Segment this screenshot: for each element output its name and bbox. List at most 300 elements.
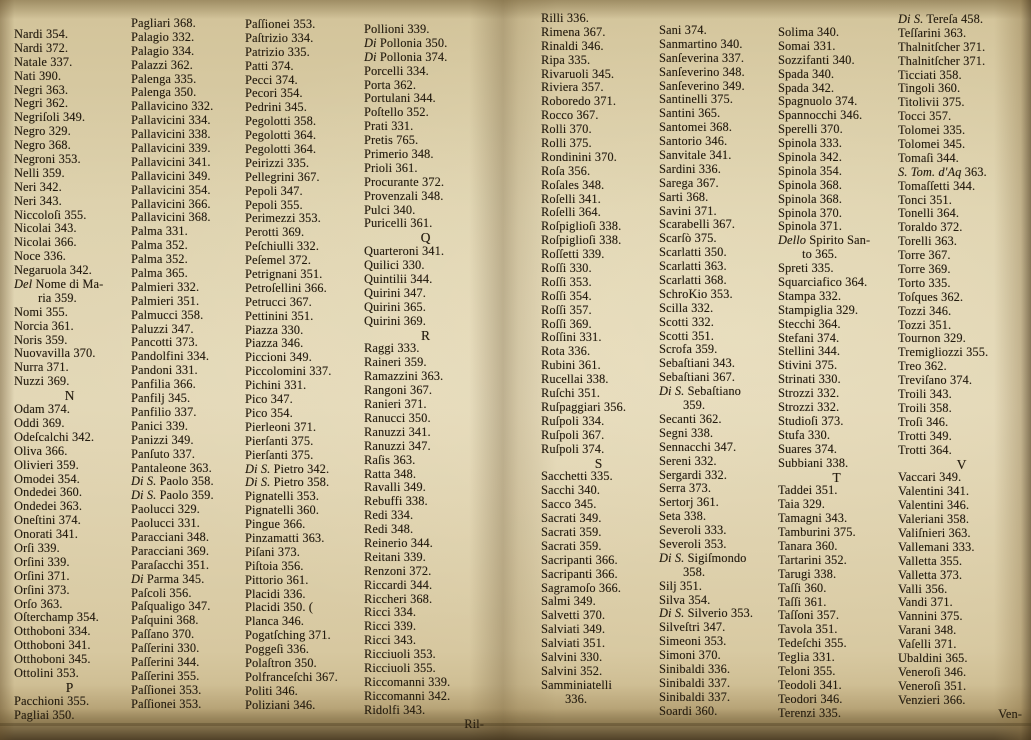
index-entry: Torto 335. [898, 275, 951, 290]
index-entry: Sacrati 359. [541, 524, 602, 539]
index-entry: Soardi 360. [659, 703, 718, 718]
index-entry: Orſo 363. [14, 596, 63, 611]
index-entry: Neri 342. [14, 179, 62, 194]
index-entry: Placidi 350. ( [245, 600, 314, 615]
index-entry: Perimezzi 353. [245, 211, 321, 226]
index-entry: Ranuzzi 347. [364, 438, 431, 453]
index-entry: Otthoboni 334. [14, 624, 91, 639]
index-entry: Veneroſi 351. [898, 678, 967, 693]
index-entry: Procurante 372. [364, 174, 445, 189]
index-entry: Rinaldi 346. [541, 38, 604, 53]
index-entry: Negroni 353. [14, 152, 81, 167]
index-entry: Sebaſtiani 343. [659, 356, 736, 371]
index-entry: Panfilia 366. [131, 377, 196, 392]
index-entry: Somai 331. [778, 38, 836, 53]
index-entry: Tamagni 343. [778, 511, 848, 526]
index-entry: Valli 356. [898, 581, 948, 596]
index-entry: Simeoni 353. [659, 634, 727, 649]
index-entry: Salmi 349. [541, 594, 596, 609]
index-entry: Terenzi 335. [778, 705, 842, 720]
index-entry: Santorio 346. [659, 134, 728, 149]
index-entry: Sanvitale 341. [659, 148, 732, 163]
index-entry: Riccheri 368. [364, 591, 433, 606]
index-entry: Paracciani 369. [131, 543, 210, 558]
index-entry: Quintilii 344. [364, 272, 433, 287]
index-entry: Ripa 335. [541, 52, 591, 67]
index-entry: Stellini 344. [778, 344, 841, 359]
index-column-3 [245, 18, 363, 713]
index-entry: Scarlatti 363. [659, 259, 727, 274]
index-entry: Pegolotti 358. [245, 114, 317, 129]
index-entry: Rocco 367. [541, 108, 599, 123]
index-entry: Rolli 370. [541, 122, 592, 137]
index-entry: Scarabelli 367. [659, 217, 736, 232]
index-entry: Silva 354. [659, 592, 711, 607]
index-entry: Orſini 373. [14, 582, 70, 597]
index-entry: Palenga 335. [131, 71, 197, 86]
index-entry: Torre 369. [898, 262, 951, 277]
index-entry: Treo 362. [898, 359, 947, 374]
index-entry: Sardini 336. [659, 161, 721, 176]
index-entry: Patti 374. [245, 58, 294, 73]
index-entry: Otthoboni 341. [14, 638, 91, 653]
catchword: Ven- [998, 706, 1022, 721]
index-entry: Pegolotti 364. [245, 142, 317, 157]
index-entry: Pettinini 351. [245, 308, 314, 323]
index-entry: Spada 342. [778, 80, 835, 95]
index-entry: Nomi 355. [14, 304, 68, 319]
index-entry: Di S. Pietro 358. [245, 475, 330, 490]
index-entry: Di Pollonia 350. [364, 35, 448, 50]
index-entry: Tocci 357. [898, 109, 952, 124]
index-entry: Tartarini 352. [778, 552, 847, 567]
index-entry: Troili 358. [898, 400, 952, 415]
index-entry: Serra 373. [659, 481, 712, 496]
index-entry: Perotti 369. [245, 225, 305, 240]
index-entry: Nurra 371. [14, 360, 69, 375]
index-entry: Roboredo 371. [541, 94, 617, 109]
index-entry: Ricci 343. [364, 633, 417, 648]
index-entry: Sereni 332. [659, 453, 717, 468]
index-entry: Otthoboni 345. [14, 652, 91, 667]
index-entry: Pollioni 339. [364, 22, 430, 36]
index-entry: Sacco 345. [541, 497, 597, 512]
index-entry: Teglia 331. [778, 650, 835, 665]
index-entry: Sacrati 349. [541, 511, 602, 526]
index-entry: Sinibaldi 337. [659, 675, 731, 690]
index-entry: Tonci 351. [898, 192, 952, 207]
section-letter: Q [420, 230, 432, 246]
index-entry: Sperelli 370. [778, 122, 843, 137]
index-column-8 [898, 13, 1026, 721]
index-entry: Nardi 354. [14, 27, 69, 41]
index-entry: Teſſarini 363. [898, 25, 967, 40]
index-entry: Silveſtri 347. [659, 620, 726, 635]
index-entry: SchroKio 353. [659, 286, 733, 301]
index-entry: Teodori 346. [778, 691, 843, 706]
index-entry: Roſa 356. [541, 163, 591, 178]
index-entry: Seta 338. [659, 509, 707, 524]
index-entry: Oliva 366. [14, 443, 68, 458]
index-entry: Pichini 331. [245, 378, 307, 393]
index-entry: Piccolomini 337. [245, 364, 332, 379]
index-entry: Rolli 375. [541, 136, 592, 151]
index-entry: Ruſpaggiari 356. [541, 399, 627, 414]
index-entry: Portulani 344. [364, 91, 436, 106]
index-entry: Negri 363. [14, 82, 69, 97]
index-entry: Pallavicini 354. [131, 182, 211, 197]
index-entry: Ruſpoli 367. [541, 427, 605, 442]
index-entry: Salvini 352. [541, 663, 603, 678]
index-entry: Ruſpoli 334. [541, 413, 605, 428]
index-entry: Sacchi 340. [541, 483, 601, 498]
index-entry: Scilla 332. [659, 300, 714, 315]
index-entry: Oſterchamp 354. [14, 610, 99, 625]
index-entry: Sacripanti 366. [541, 566, 618, 581]
index-column-5 [541, 12, 657, 707]
index-entry: Odeſcalchi 342. [14, 429, 95, 444]
index-entry-continuation: 358. [683, 564, 706, 579]
index-entry: Riccomanni 342. [364, 688, 451, 703]
index-entry: Secanti 362. [659, 411, 722, 426]
index-entry: Severoli 333. [659, 523, 727, 538]
index-entry: Vandi 371. [898, 595, 953, 610]
index-entry: Sanſeverina 337. [659, 50, 745, 65]
index-entry: Quirini 365. [364, 299, 426, 314]
index-entry: Del Nome di Ma- [14, 277, 104, 292]
index-entry: Roſſini 331. [541, 330, 602, 345]
index-entry: Strinati 330. [778, 372, 841, 387]
index-entry: Savini 371. [659, 203, 717, 218]
index-entry: Roſſi 353. [541, 274, 592, 289]
index-entry: Rucellai 338. [541, 372, 609, 387]
index-entry: Paraſacchi 351. [131, 557, 210, 572]
index-entry: Samminiatelli [541, 677, 612, 692]
index-column-6 [659, 24, 777, 719]
index-entry: Severoli 353. [659, 536, 727, 551]
index-entry: Tonelli 364. [898, 206, 960, 221]
index-entry: Pogatſching 371. [245, 628, 331, 643]
index-entry: Taſſi 360. [778, 580, 827, 595]
index-entry: Stecchi 364. [778, 316, 841, 331]
index-entry: Scarlatti 368. [659, 273, 727, 288]
index-entry: Pretis 765. [364, 133, 419, 148]
index-entry: Roſſetti 339. [541, 247, 605, 262]
index-entry: Porta 362. [364, 77, 417, 92]
index-entry: Roſſi 354. [541, 288, 592, 303]
index-entry: Paſqualigo 347. [131, 599, 211, 614]
index-entry: Polfranceſchi 367. [245, 669, 338, 684]
index-entry: Paſquini 368. [131, 613, 199, 628]
index-entry: Sacchetti 335. [541, 469, 613, 484]
index-entry: Spreti 335. [778, 261, 834, 276]
index-entry-continuation: to 365. [802, 247, 838, 262]
index-entry: Spinola 371. [778, 219, 842, 234]
index-entry: Ondedei 363. [14, 499, 83, 514]
index-entry: Ricciuoli 355. [364, 660, 436, 675]
index-entry: Palma 365. [131, 266, 188, 281]
index-entry: Pallavicini 334. [131, 113, 211, 128]
index-column-7 [778, 26, 896, 721]
index-entry: Pignatelli 353. [245, 489, 319, 504]
index-entry: Ticciati 358. [898, 67, 962, 82]
index-entry: Pancotti 373. [131, 335, 198, 350]
index-entry: Vallemani 333. [898, 539, 975, 554]
index-entry: Scotti 332. [659, 314, 714, 329]
index-entry: Petroſellini 366. [245, 280, 327, 295]
index-entry: Spinola 333. [778, 136, 842, 151]
index-entry: Pallavicini 349. [131, 168, 211, 183]
index-entry: Sarega 367. [659, 175, 719, 190]
index-entry: Ottolini 353. [14, 665, 79, 680]
index-entry: Spinola 368. [778, 191, 842, 206]
index-entry: Poſtello 352. [364, 105, 429, 120]
index-entry: Pagliari 368. [131, 16, 196, 30]
index-entry: Salvini 330. [541, 649, 603, 664]
index-entry: Pegolotti 364. [245, 128, 317, 143]
index-entry: Pulci 340. [364, 202, 416, 217]
index-entry: Tavola 351. [778, 622, 838, 637]
index-entry: Pingue 366. [245, 517, 306, 532]
index-entry: Di S. Sigiſmondo [659, 550, 747, 565]
index-entry: Pandoni 331. [131, 363, 198, 378]
index-entry: Palmieri 332. [131, 279, 200, 294]
index-entry: Silj 351. [659, 578, 703, 593]
index-entry: Toraldo 372. [898, 220, 963, 235]
index-entry: Solima 340. [778, 25, 840, 39]
index-entry: Nuzzi 369. [14, 374, 70, 389]
index-entry: Paſcoli 356. [131, 585, 192, 600]
index-entry: Pallavicini 341. [131, 154, 211, 169]
index-entry: Odam 374. [14, 402, 70, 417]
index-entry: Rilli 336. [541, 11, 589, 25]
section-letter: S [594, 455, 604, 471]
index-entry: Primerio 348. [364, 147, 434, 162]
index-entry: Pinzamatti 363. [245, 530, 325, 545]
index-entry: Roſales 348. [541, 177, 605, 192]
index-entry: Ranuzzi 341. [364, 424, 431, 439]
index-entry: Sagramoſo 366. [541, 580, 621, 595]
index-entry: Redi 334. [364, 508, 414, 523]
index-entry: Treviſano 374. [898, 373, 973, 388]
index-entry: Pepoli 347. [245, 183, 303, 198]
index-entry: Pallavicini 339. [131, 141, 211, 156]
index-entry: Sennacchi 347. [659, 439, 737, 454]
index-entry: Taſſi 361. [778, 594, 827, 609]
index-entry: Ravalli 349. [364, 480, 426, 495]
index-entry: Paſſerini 330. [131, 641, 200, 656]
index-entry: Ramazzini 363. [364, 369, 444, 384]
index-entry: Rangoni 367. [364, 383, 433, 398]
section-letter: T [832, 469, 842, 485]
section-letter: P [65, 679, 75, 695]
index-entry: Paracciani 348. [131, 529, 210, 544]
index-entry: Salviati 351. [541, 636, 606, 651]
index-entry: Suares 374. [778, 441, 838, 456]
index-entry: Troſi 346. [898, 414, 949, 429]
index-entry: Piſtoia 356. [245, 558, 304, 573]
index-entry: Strozzi 332. [778, 400, 840, 415]
index-column-4 [364, 23, 488, 731]
index-entry: Trotti 364. [898, 442, 952, 457]
index-entry: Salviati 349. [541, 622, 606, 637]
index-entry: Tozzi 351. [898, 317, 952, 332]
index-entry: Pecci 374. [245, 72, 298, 87]
index-entry: Spinola 342. [778, 150, 842, 165]
index-entry: Rubini 361. [541, 358, 601, 373]
index-entry: Tolomei 335. [898, 123, 966, 138]
index-entry: Palenga 350. [131, 85, 197, 100]
index-entry: Roſelli 364. [541, 205, 601, 220]
index-column-1 [14, 28, 126, 723]
index-entry: Di S. Sebaſtiano [659, 384, 741, 399]
index-entry: Santomei 368. [659, 120, 732, 135]
index-entry: Palma 352. [131, 252, 188, 267]
index-entry: Ricci 339. [364, 619, 417, 634]
index-entry: Di S. Paolo 359. [131, 488, 214, 503]
index-entry: Di S. Tereſa 458. [898, 12, 984, 26]
index-entry: Tarugi 338. [778, 566, 837, 581]
index-entry: Sertorj 361. [659, 495, 719, 510]
index-entry: Negriſoli 349. [14, 110, 86, 125]
section-letter: V [956, 456, 968, 472]
index-entry: Natale 337. [14, 54, 73, 69]
index-entry: Sarti 368. [659, 189, 709, 204]
index-entry: Scotti 351. [659, 328, 714, 343]
index-entry: Planca 346. [245, 614, 305, 629]
index-entry: Venzieri 366. [898, 692, 966, 707]
index-entry: Palmieri 351. [131, 293, 200, 308]
index-entry: Santini 365. [659, 106, 721, 121]
index-entry: Roſpiglioſi 338. [541, 219, 622, 234]
index-entry: Ranieri 371. [364, 397, 427, 412]
index-entry: Ratta 348. [364, 466, 417, 481]
index-entry: Roſelli 341. [541, 191, 601, 206]
index-entry: Valletta 355. [898, 553, 963, 568]
index-entry: Pedrini 345. [245, 100, 307, 115]
index-entry: Pepoli 355. [245, 197, 303, 212]
index-entry: Sanſeverino 348. [659, 64, 745, 79]
index-entry: Piſani 373. [245, 544, 300, 559]
index-entry: Placidi 336. [245, 586, 306, 601]
index-entry: Rimena 367. [541, 24, 606, 39]
index-entry: Noce 336. [14, 249, 66, 264]
index-entry: Raggi 333. [364, 341, 420, 356]
index-entry: Pico 347. [245, 392, 293, 407]
index-entry: Politi 346. [245, 683, 298, 698]
index-entry: Spinola 370. [778, 205, 842, 220]
index-entry: Tozzi 346. [898, 303, 952, 318]
index-entry: Rebuffi 338. [364, 494, 428, 509]
index-entry: Pittorio 361. [245, 572, 309, 587]
index-entry: Nicolai 366. [14, 235, 77, 250]
index-entry: Peſemel 372. [245, 253, 312, 268]
index-entry: Nicolai 343. [14, 221, 77, 236]
index-entry: Ubaldini 365. [898, 650, 968, 665]
index-entry: Segni 338. [659, 425, 714, 440]
index-entry: Di Pollonia 374. [364, 49, 448, 64]
index-entry: Pallavicini 338. [131, 127, 211, 142]
index-entry: Spannocchi 346. [778, 108, 863, 123]
index-entry: Scarſò 375. [659, 231, 717, 246]
index-entry: Taia 329. [778, 497, 825, 512]
index-entry: Vannini 375. [898, 609, 963, 624]
index-entry: Neri 343. [14, 193, 62, 208]
index-entry: Ridolfi 343. [364, 702, 426, 717]
index-entry: Squarciafico 364. [778, 275, 868, 290]
index-entry: Paſſerini 344. [131, 654, 200, 669]
index-column-2 [131, 17, 243, 712]
index-entry: Onorati 341. [14, 527, 78, 542]
index-entry: Negri 362. [14, 96, 69, 111]
index-entry: Puricelli 361. [364, 216, 433, 231]
index-entry: Troili 343. [898, 387, 952, 402]
index-entry: Paſſionei 353. [245, 17, 316, 31]
index-entry: Tanara 360. [778, 538, 838, 553]
index-entry: Sebaſtiani 367. [659, 370, 736, 385]
index-entry: Varani 348. [898, 623, 957, 638]
index-entry: Pierſanti 375. [245, 433, 314, 448]
index-entry: Valentini 346. [898, 498, 970, 513]
index-entry: Raineri 359. [364, 355, 427, 370]
index-entry: Pecori 354. [245, 86, 303, 101]
index-entry: Stufa 330. [778, 427, 831, 442]
index-entry: Quilici 330. [364, 258, 425, 273]
index-entry: Rivaruoli 345. [541, 66, 615, 81]
index-entry: Nuovavilla 370. [14, 346, 96, 361]
index-entry: Scarlatti 350. [659, 245, 727, 260]
index-entry: Reinerio 344. [364, 535, 433, 550]
index-entry: Norcia 361. [14, 318, 74, 333]
section-letter: N [64, 388, 76, 404]
index-entry: Sanmartino 340. [659, 36, 743, 51]
index-entry: Petrucci 367. [245, 294, 312, 309]
index-entry: Nardi 372. [14, 40, 69, 55]
index-entry: Niccoloſi 355. [14, 207, 87, 222]
index-entry: Ricci 334. [364, 605, 417, 620]
index-entry: Di Parma 345. [131, 571, 205, 586]
index-entry: Paolucci 331. [131, 516, 200, 531]
index-entry: Palmucci 358. [131, 307, 204, 322]
index-entry: Panici 339. [131, 418, 188, 433]
index-entry: Pallavicino 332. [131, 99, 214, 114]
index-entry: Palma 331. [131, 224, 188, 239]
index-entry: Trotti 349. [898, 428, 952, 443]
index-entry: Teloni 355. [778, 663, 836, 678]
index-entry: Paſſano 370. [131, 627, 195, 642]
index-entry: Sacrati 359. [541, 538, 602, 553]
index-entry: Pallavicini 368. [131, 210, 211, 225]
index-entry: Tingoli 360. [898, 81, 961, 96]
index-entry: Panfilio 337. [131, 404, 197, 419]
index-entry: Vaccari 349. [898, 470, 962, 485]
index-entry: Tomaſi 344. [898, 150, 959, 165]
index-entry: Torelli 363. [898, 234, 957, 249]
index-entry: Petrignani 351. [245, 267, 323, 282]
index-entry: Stampa 332. [778, 288, 842, 303]
index-entry: Ricciuoli 353. [364, 647, 436, 662]
index-entry: Salvetti 370. [541, 608, 606, 623]
index-entry: Sergardi 332. [659, 467, 727, 482]
index-entry: Negaruola 342. [14, 263, 92, 278]
index-entry: Nelli 359. [14, 165, 65, 180]
index-entry: Panſuto 337. [131, 446, 195, 461]
index-entry: Palma 352. [131, 238, 188, 253]
index-entry: Paluzzi 347. [131, 321, 194, 336]
index-entry: Paſtrizio 334. [245, 30, 314, 45]
index-entry: Valentini 341. [898, 484, 970, 499]
index-entry: Porcelli 334. [364, 63, 429, 78]
